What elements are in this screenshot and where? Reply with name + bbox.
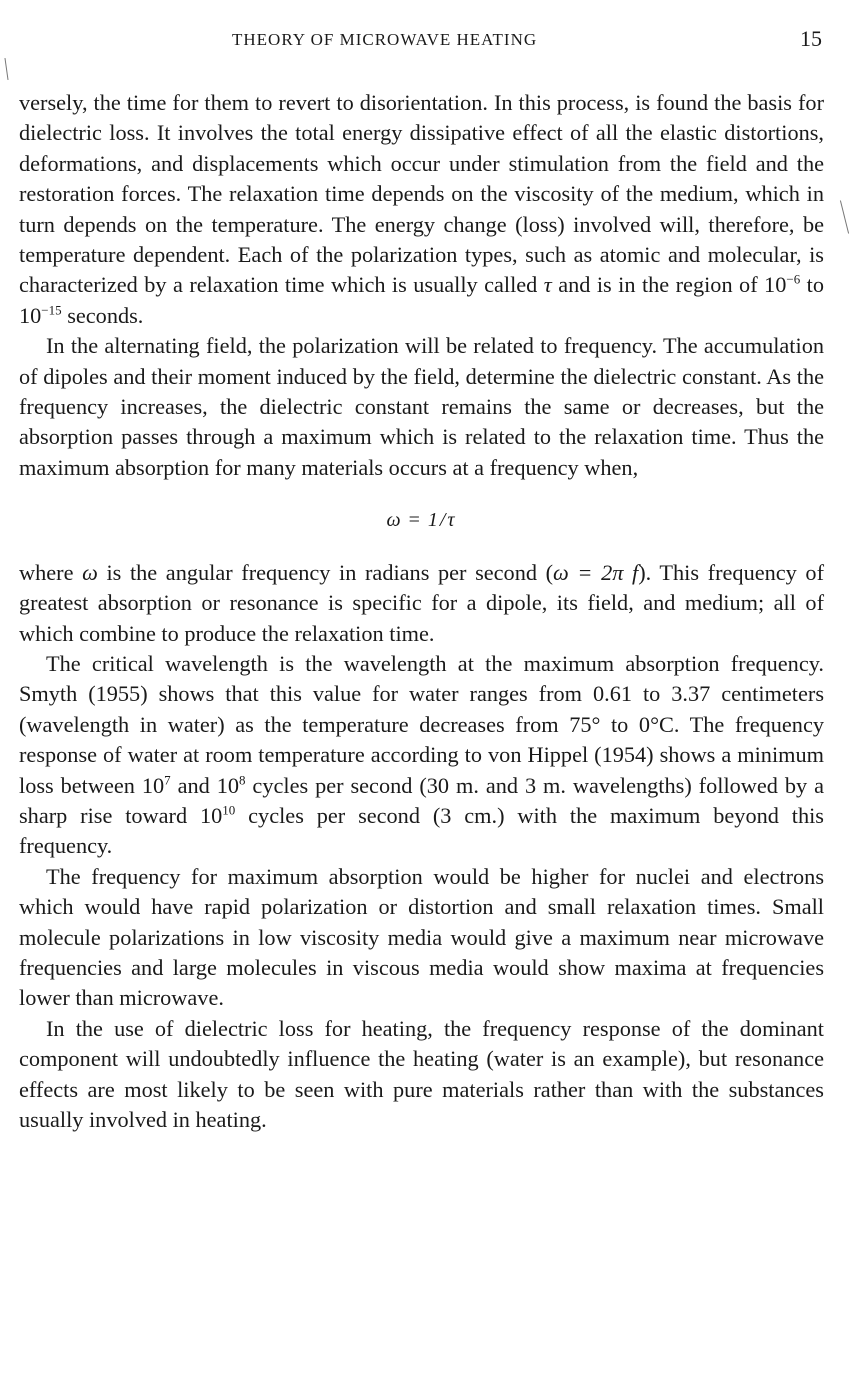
- tau-symbol: τ: [543, 272, 552, 298]
- page-number: 15: [800, 26, 822, 51]
- page-body: [19, 88, 824, 1135]
- exponent: −15: [41, 302, 62, 318]
- book-page: [19, 26, 824, 1135]
- inline-equation: ω = 2π f: [553, 559, 639, 585]
- text-run: and 10: [170, 772, 239, 798]
- equation-lhs: ω: [386, 509, 403, 532]
- text-run: cycles per second (30 m. and 3 m. wavelengths) followed by a sharp rise toward 10: [19, 772, 824, 828]
- equation: [19, 505, 824, 535]
- text-run: where: [19, 559, 83, 585]
- text-run: The critical wavelength is the wavelength at the maximum absorption frequency. Smyth (1955) shows that this value for water ranges from 0.61 to 3.37 centimeters (wavelength in water) as the temperature decreases from 75° to 0°C. The frequency response of water at room temperature according to von Hippel (1954) shows a minimum loss between 10: [19, 650, 824, 798]
- paragraph: In the alternating field, the polarization will be related to frequency. The accumulation of dipoles and their moment induced by the field, determine the dielectric constant. As the frequency increases, the dielectric constant remains the same or decreases, but the absorption passes through a maximum which is related to the relaxation time. Thus the maximum absorption for many materials occurs at a frequency when,: [19, 333, 824, 480]
- exponent: 8: [239, 772, 246, 788]
- paragraph: [19, 649, 824, 862]
- page-header: [19, 26, 824, 56]
- text-run: cycles per second (3 cm.) with the maximum beyond this frequency.: [19, 802, 824, 859]
- text-run: versely, the time for them to revert to disorientation. In this process, is found the basis for dielectric loss. It involves the total energy dissipative effect of all the elastic distortions, deformations, and displacements which occur under stimulation from the field and the restoration forces. The relaxation time depends on the viscosity of the medium, which in turn depends on the temperature. The energy change (loss) involved will, therefore, be temperature dependent. Each of the polarization types, such as atomic and molecular, is characterized by a relaxation time which is usually called: [19, 90, 824, 298]
- text-run: is the angular frequency in radians per second (: [97, 559, 554, 585]
- running-head: THEORY OF MICROWAVE HEATING: [232, 30, 538, 49]
- paragraph: [19, 558, 824, 649]
- text-run: to 10: [19, 272, 824, 328]
- equation-operator: =: [408, 509, 422, 532]
- text-run: and is in the region of 10: [551, 272, 787, 298]
- text-run: ). This frequency of greatest absorption or resonance is specific for a dipole, its field, and medium; all of which combine to produce the relaxation time.: [19, 559, 824, 646]
- paragraph: [19, 88, 824, 331]
- margin-mark: [840, 200, 849, 233]
- exponent: 7: [164, 772, 171, 788]
- equation-rhs: 1/τ: [427, 509, 457, 532]
- omega-symbol: ω: [82, 559, 98, 585]
- text-run: seconds.: [61, 302, 144, 328]
- margin-mark: [4, 58, 8, 80]
- exponent: 10: [222, 802, 236, 818]
- exponent: −6: [786, 272, 801, 288]
- paragraph: In the use of dielectric loss for heating, the frequency response of the dominant component will undoubtedly influence the heating (water is an example), but resonance effects are most likely to be seen with pure materials rather than with the substances usually involved in heating.: [19, 1015, 824, 1132]
- paragraph: The frequency for maximum absorption would be higher for nuclei and electrons which would have rapid polarization or distortion and small relaxation times. Small molecule polarizations in low viscosity media would give a maximum near microwave frequencies and large molecules in viscous media would show maxima at frequencies lower than microwave.: [19, 863, 824, 1011]
